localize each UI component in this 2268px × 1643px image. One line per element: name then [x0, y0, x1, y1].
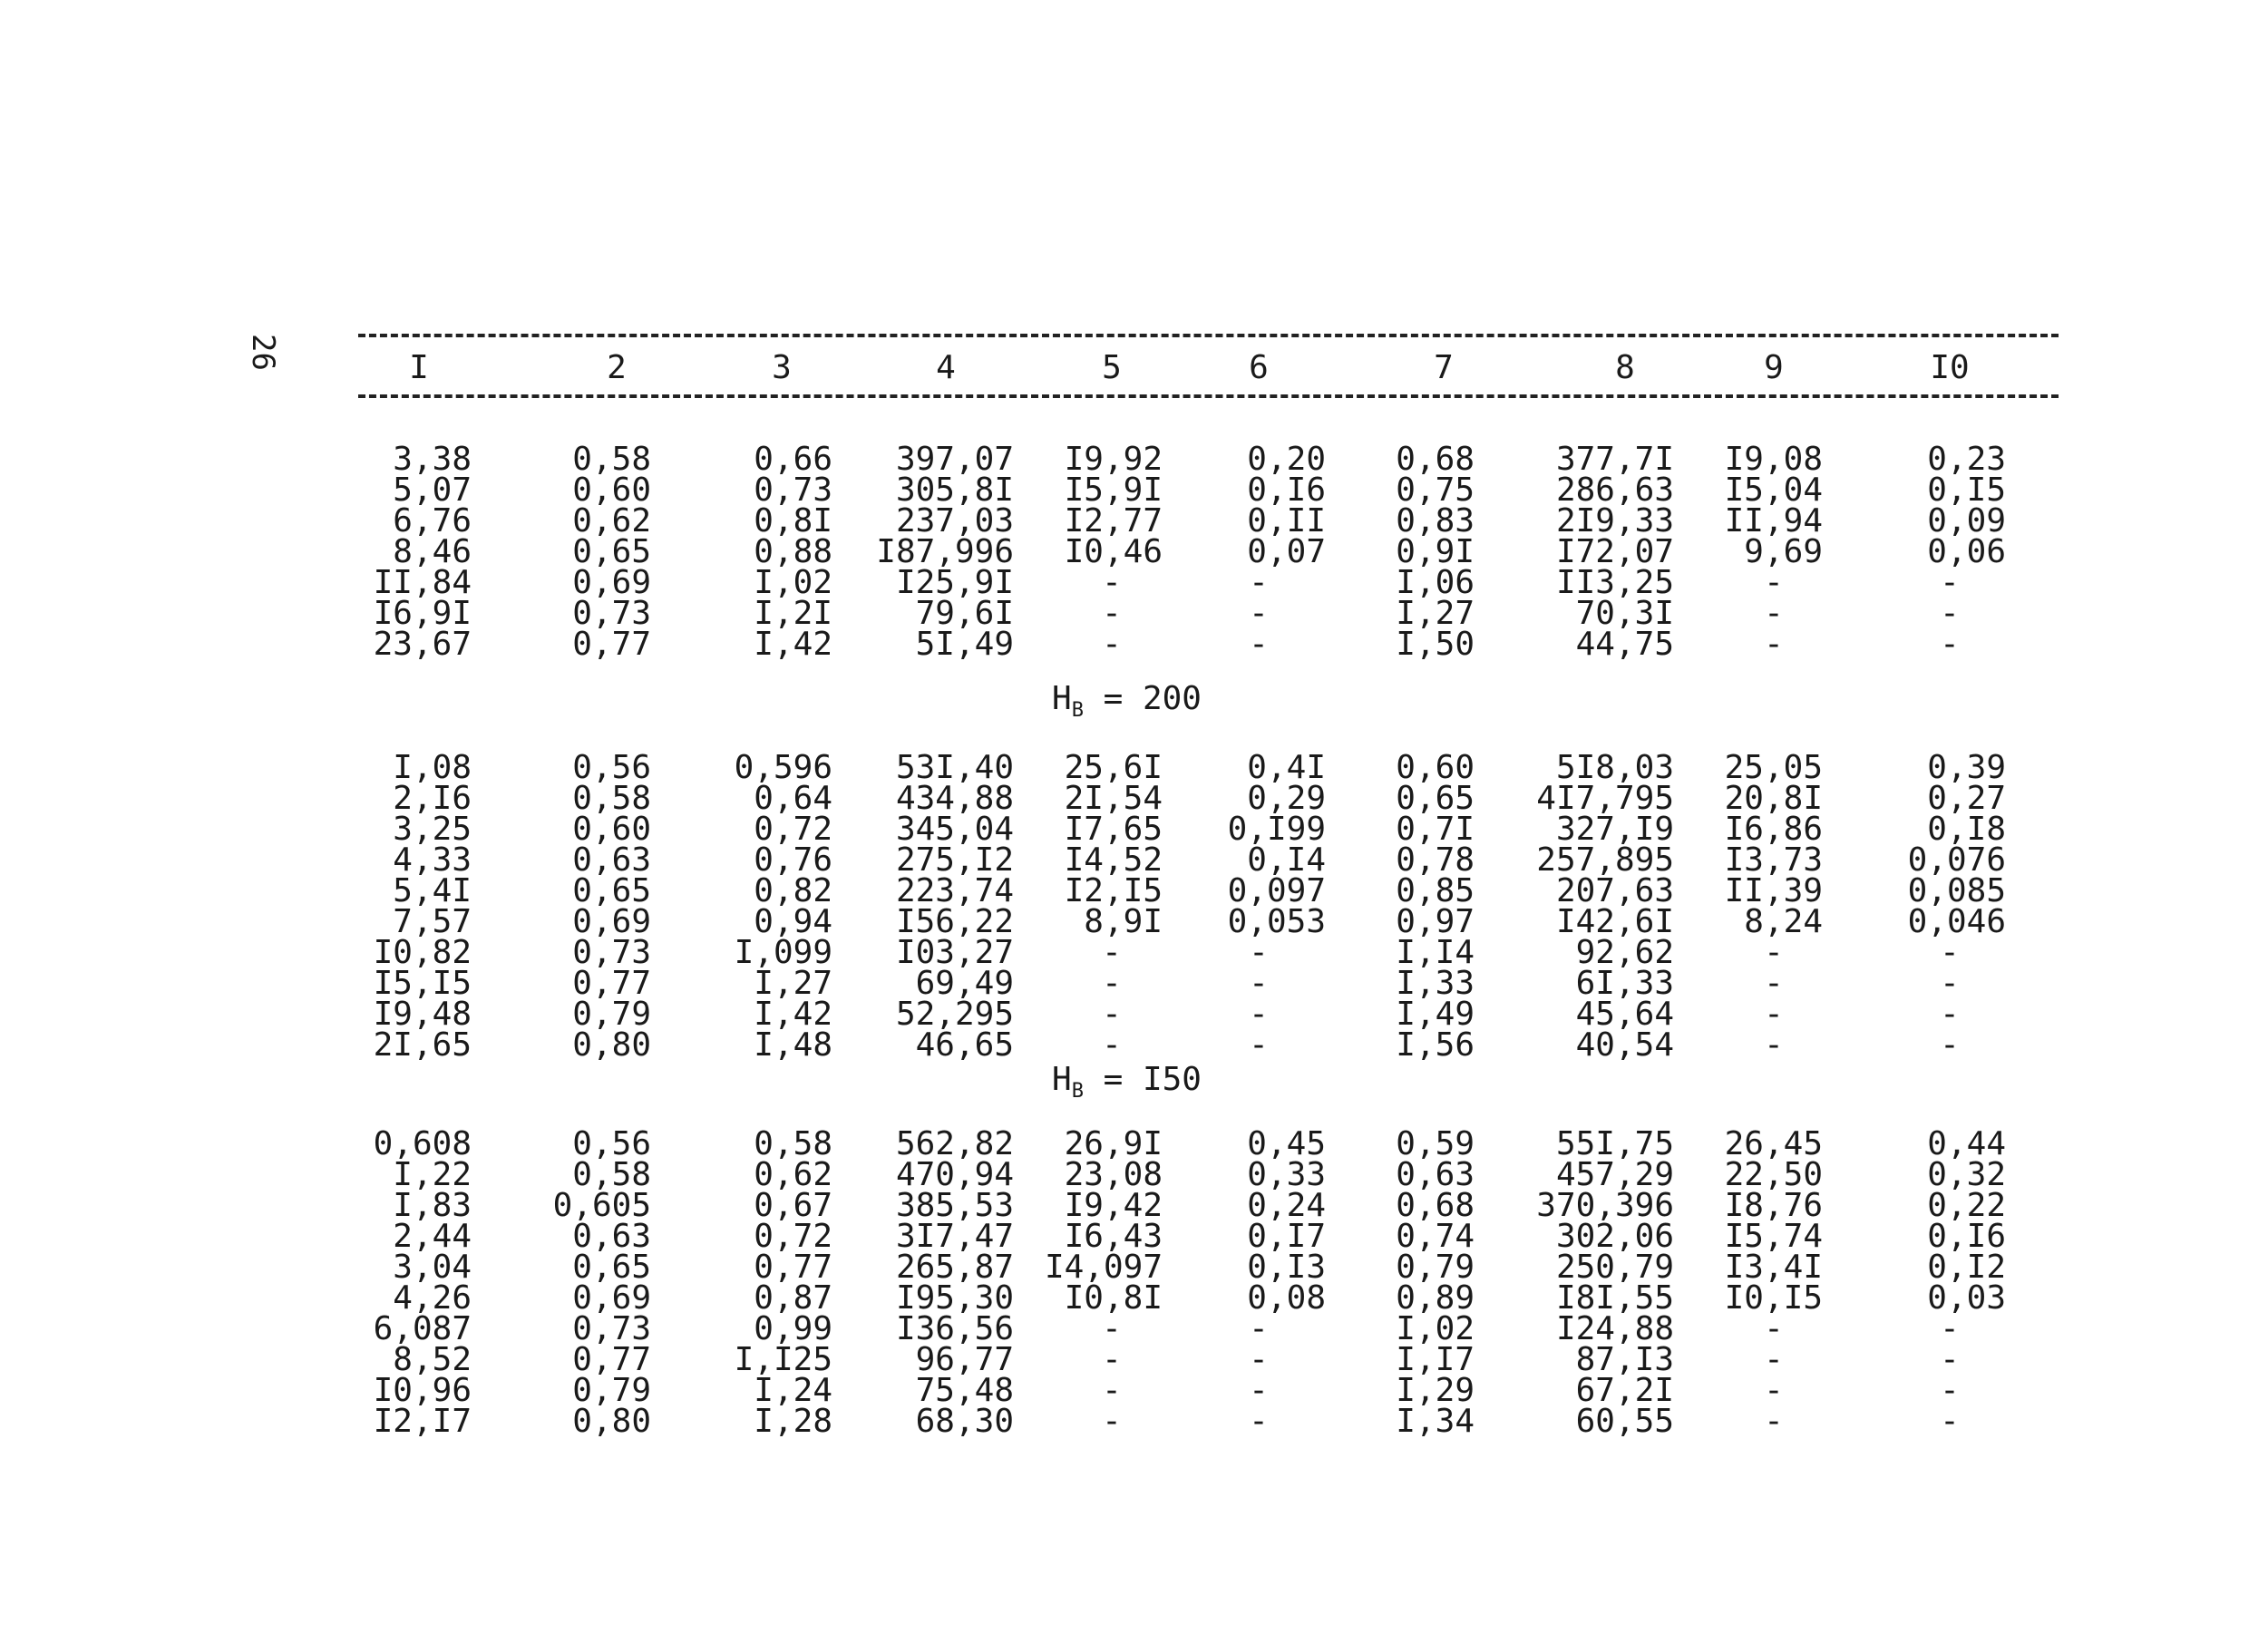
column-header: I0	[1930, 349, 1970, 386]
table-cell: 2I9,33	[1555, 502, 1674, 540]
table-cell: 0,69	[572, 903, 651, 940]
table-cell: 44,75	[1575, 626, 1674, 663]
table-cell: 0,07	[1247, 533, 1326, 570]
table-cell: 0,68	[1396, 441, 1475, 478]
table-cell: I,27	[754, 965, 832, 1002]
table-cell: -	[1102, 934, 1122, 971]
table-cell: 0,076	[1907, 841, 2006, 879]
column-header: 6	[1249, 349, 1269, 386]
table-cell: 0,29	[1247, 780, 1326, 817]
table-cell: 4I7,795	[1536, 780, 1674, 817]
table-cell: -	[1940, 1026, 1960, 1064]
table-cell: -	[1940, 595, 1960, 632]
table-cell: 0,09	[1927, 502, 2006, 540]
page-number: 26	[245, 334, 281, 371]
table-cell: -	[1764, 1026, 1784, 1064]
table-cell: -	[1102, 965, 1122, 1002]
table-cell: I7,65	[1064, 811, 1163, 848]
table-cell: 0,62	[754, 1156, 832, 1193]
table-cell: 0,9I	[1396, 533, 1475, 570]
table-cell: I,02	[1396, 1310, 1475, 1347]
table-cell: I0,46	[1064, 533, 1163, 570]
table-cell: I5,74	[1724, 1218, 1823, 1255]
table-cell: I2,77	[1064, 502, 1163, 540]
table-cell: 0,58	[754, 1125, 832, 1162]
section-label	[1052, 1061, 1202, 1103]
table-cell: -	[1102, 564, 1122, 601]
table-cell: 45,64	[1575, 996, 1674, 1033]
table-cell: 0,73	[572, 595, 651, 632]
table-cell: 60,55	[1575, 1403, 1674, 1440]
section-label-subscript: B	[1071, 699, 1084, 723]
table-cell: 0,44	[1927, 1125, 2006, 1162]
table-cell: 4,26	[393, 1279, 472, 1317]
table-cell: 0,03	[1927, 1279, 2006, 1317]
table-cell: I8,76	[1724, 1187, 1823, 1224]
table-cell: 5I,49	[915, 626, 1014, 663]
table-cell: I,49	[1396, 996, 1475, 1033]
table-cell: 0,79	[572, 996, 651, 1033]
table-cell: I42,6I	[1555, 903, 1674, 940]
table-cell: I,34	[1396, 1403, 1475, 1440]
table-cell: 434,88	[895, 780, 1014, 817]
column-header: 7	[1434, 349, 1454, 386]
table-cell: I,28	[754, 1403, 832, 1440]
table-cell: 25,05	[1724, 749, 1823, 786]
table-cell: I0,8I	[1064, 1279, 1163, 1317]
table-cell: I5,04	[1724, 472, 1823, 509]
table-cell: 0,053	[1227, 903, 1326, 940]
table-cell: I25,9I	[895, 564, 1014, 601]
table-cell: 40,54	[1575, 1026, 1674, 1064]
table-cell: 0,73	[572, 934, 651, 971]
table-cell: I9,48	[373, 996, 472, 1033]
table-cell: -	[1940, 1403, 1960, 1440]
table-cell: 0,7I	[1396, 811, 1475, 848]
table-cell: 0,94	[754, 903, 832, 940]
table-cell: 0,77	[754, 1249, 832, 1286]
table-cell: 0,97	[1396, 903, 1475, 940]
table-cell: -	[1940, 1310, 1960, 1347]
table-cell: -	[1249, 934, 1269, 971]
table-cell: -	[1764, 1403, 1784, 1440]
table-cell: -	[1940, 996, 1960, 1033]
table-cell: I,56	[1396, 1026, 1475, 1064]
table-cell: -	[1764, 934, 1784, 971]
table-cell: 3,25	[393, 811, 472, 848]
table-cell: I8I,55	[1555, 1279, 1674, 1317]
table-cell: 0,59	[1396, 1125, 1475, 1162]
table-cell: -	[1940, 934, 1960, 971]
table-cell: 0,75	[1396, 472, 1475, 509]
section-label-symbol: H	[1052, 1061, 1072, 1098]
column-header: 5	[1102, 349, 1122, 386]
table-cell: 22,50	[1724, 1156, 1823, 1193]
table-cell: 52,295	[895, 996, 1014, 1033]
table-cell: 0,60	[572, 472, 651, 509]
table-cell: 3,38	[393, 441, 472, 478]
table-cell: I,29	[1396, 1372, 1475, 1409]
table-cell: 257,895	[1536, 841, 1674, 879]
table-cell: -	[1102, 996, 1122, 1033]
table-cell: 0,I99	[1227, 811, 1326, 848]
table-cell: 0,87	[754, 1279, 832, 1317]
table-cell: 0,99	[754, 1310, 832, 1347]
table-cell: 0,I7	[1247, 1218, 1326, 1255]
column-header: I	[409, 349, 429, 386]
table-cell: 0,69	[572, 564, 651, 601]
table-cell: 0,4I	[1247, 749, 1326, 786]
table-cell: 8,24	[1744, 903, 1823, 940]
table-cell: I5,9I	[1064, 472, 1163, 509]
table-cell: 0,79	[1396, 1249, 1475, 1286]
table-cell: I,42	[754, 996, 832, 1033]
table-cell: I,22	[393, 1156, 472, 1193]
table-cell: 0,67	[754, 1187, 832, 1224]
table-cell: I,06	[1396, 564, 1475, 601]
table-cell: 0,82	[754, 872, 832, 909]
column-header: 4	[936, 349, 956, 386]
table-cell: 70,3I	[1575, 595, 1674, 632]
table-cell: I,I25	[734, 1341, 832, 1378]
table-cell: 0,74	[1396, 1218, 1475, 1255]
table-cell: I3,73	[1724, 841, 1823, 879]
column-header: 2	[607, 349, 627, 386]
table-cell: 2,44	[393, 1218, 472, 1255]
table-cell: I2,I7	[373, 1403, 472, 1440]
table-cell: 0,68	[1396, 1187, 1475, 1224]
table-cell: I,2I	[754, 595, 832, 632]
table-cell: 3I7,47	[895, 1218, 1014, 1255]
table-cell: 470,94	[895, 1156, 1014, 1193]
table-cell: 0,33	[1247, 1156, 1326, 1193]
table-cell: -	[1764, 965, 1784, 1002]
table-top-rule	[358, 334, 2059, 337]
table-cell: 0,046	[1907, 903, 2006, 940]
table-cell: 0,72	[754, 1218, 832, 1255]
table-cell: -	[1102, 1372, 1122, 1409]
table-header-rule	[358, 394, 2059, 398]
table-cell: 0,80	[572, 1026, 651, 1064]
table-cell: I9,42	[1064, 1187, 1163, 1224]
table-cell: 8,9I	[1084, 903, 1163, 940]
table-cell: 25,6I	[1064, 749, 1163, 786]
table-cell: 286,63	[1555, 472, 1674, 509]
table-cell: 302,06	[1555, 1218, 1674, 1255]
table-cell: 0,20	[1247, 441, 1326, 478]
table-cell: 0,58	[572, 780, 651, 817]
section-label-value: = I50	[1083, 1061, 1202, 1098]
table-cell: 0,608	[373, 1125, 472, 1162]
table-cell: I5,I5	[373, 965, 472, 1002]
table-cell: 0,63	[572, 1218, 651, 1255]
table-cell: 0,I3	[1247, 1249, 1326, 1286]
table-cell: -	[1249, 595, 1269, 632]
table-cell: I24,88	[1555, 1310, 1674, 1347]
table-cell: 3,04	[393, 1249, 472, 1286]
table-cell: 0,097	[1227, 872, 1326, 909]
table-cell: I6,43	[1064, 1218, 1163, 1255]
table-cell: I3,4I	[1724, 1249, 1823, 1286]
table-cell: 0,I6	[1247, 472, 1326, 509]
table-cell: 0,66	[754, 441, 832, 478]
table-cell: 0,56	[572, 1125, 651, 1162]
table-cell: I6,9I	[373, 595, 472, 632]
table-cell: I0,96	[373, 1372, 472, 1409]
table-cell: 0,73	[754, 472, 832, 509]
table-cell: 0,63	[1396, 1156, 1475, 1193]
table-cell: 0,56	[572, 749, 651, 786]
table-cell: 0,80	[572, 1403, 651, 1440]
table-cell: II,84	[373, 564, 472, 601]
table-cell: 26,9I	[1064, 1125, 1163, 1162]
table-cell: I,50	[1396, 626, 1475, 663]
table-cell: 26,45	[1724, 1125, 1823, 1162]
table-cell: 6,76	[393, 502, 472, 540]
table-cell: 0,65	[1396, 780, 1475, 817]
table-cell: 207,63	[1555, 872, 1674, 909]
table-cell: 0,88	[754, 533, 832, 570]
table-cell: I0,82	[373, 934, 472, 971]
table-cell: 223,74	[895, 872, 1014, 909]
table-cell: 0,II	[1247, 502, 1326, 540]
table-cell: 0,60	[572, 811, 651, 848]
table-cell: 0,72	[754, 811, 832, 848]
table-cell: I4,097	[1044, 1249, 1163, 1286]
table-cell: 23,67	[373, 626, 472, 663]
table-cell: 23,08	[1064, 1156, 1163, 1193]
table-cell: -	[1249, 965, 1269, 1002]
table-cell: I,I4	[1396, 934, 1475, 971]
table-cell: 2I,65	[373, 1026, 472, 1064]
table-cell: 87,I3	[1575, 1341, 1674, 1378]
table-cell: 370,396	[1536, 1187, 1674, 1224]
table-cell: 397,07	[895, 441, 1014, 478]
column-header: 8	[1615, 349, 1635, 386]
table-cell: 385,53	[895, 1187, 1014, 1224]
table-cell: I,08	[393, 749, 472, 786]
table-cell: 5,07	[393, 472, 472, 509]
table-cell: -	[1764, 564, 1784, 601]
table-cell: 0,73	[572, 1310, 651, 1347]
table-cell: 0,8I	[754, 502, 832, 540]
table-cell: I87,996	[876, 533, 1014, 570]
table-cell: -	[1102, 626, 1122, 663]
table-cell: 305,8I	[895, 472, 1014, 509]
table-cell: I36,56	[895, 1310, 1014, 1347]
table-cell: 0,58	[572, 441, 651, 478]
table-cell: 0,596	[734, 749, 832, 786]
section-label-symbol: H	[1052, 680, 1072, 717]
table-cell: -	[1764, 595, 1784, 632]
table-cell: 0,22	[1927, 1187, 2006, 1224]
table-cell: 250,79	[1555, 1249, 1674, 1286]
table-cell: 237,03	[895, 502, 1014, 540]
table-cell: 2,I6	[393, 780, 472, 817]
table-cell: I2,I5	[1064, 872, 1163, 909]
table-cell: II,39	[1724, 872, 1823, 909]
table-cell: I,02	[754, 564, 832, 601]
table-cell: 55I,75	[1555, 1125, 1674, 1162]
table-cell: 0,58	[572, 1156, 651, 1193]
table-cell: 5I8,03	[1555, 749, 1674, 786]
table-cell: 0,I5	[1927, 472, 2006, 509]
table-cell: I72,07	[1555, 533, 1674, 570]
table-cell: 0,76	[754, 841, 832, 879]
table-cell: 0,085	[1907, 872, 2006, 909]
table-cell: -	[1249, 1341, 1269, 1378]
table-cell: -	[1102, 1026, 1122, 1064]
table-cell: I0,I5	[1724, 1279, 1823, 1317]
table-cell: 96,77	[915, 1341, 1014, 1378]
table-cell: -	[1764, 996, 1784, 1033]
table-cell: 0,65	[572, 872, 651, 909]
table-cell: -	[1940, 965, 1960, 1002]
table-cell: I,48	[754, 1026, 832, 1064]
table-cell: 0,89	[1396, 1279, 1475, 1317]
table-cell: 0,08	[1247, 1279, 1326, 1317]
table-cell: 9,69	[1744, 533, 1823, 570]
table-cell: 0,32	[1927, 1156, 2006, 1193]
table-cell: -	[1249, 996, 1269, 1033]
table-header-row	[0, 349, 2268, 385]
table-cell: II3,25	[1555, 564, 1674, 601]
table-cell: 0,69	[572, 1279, 651, 1317]
table-cell: 377,7I	[1555, 441, 1674, 478]
table-cell: 8,52	[393, 1341, 472, 1378]
table-cell: 6,087	[373, 1310, 472, 1347]
section-label	[1052, 680, 1202, 722]
table-cell: I,27	[1396, 595, 1475, 632]
table-cell: 7,57	[393, 903, 472, 940]
table-cell: I,33	[1396, 965, 1475, 1002]
table-cell: 345,04	[895, 811, 1014, 848]
table-cell: 2I,54	[1064, 780, 1163, 817]
table-cell: 0,39	[1927, 749, 2006, 786]
table-cell: 275,I2	[895, 841, 1014, 879]
table-cell: 0,65	[572, 533, 651, 570]
table-cell: 20,8I	[1724, 780, 1823, 817]
table-cell: 0,605	[552, 1187, 651, 1224]
table-cell: -	[1764, 1310, 1784, 1347]
table-cell: -	[1102, 1341, 1122, 1378]
table-cell: 75,48	[915, 1372, 1014, 1409]
table-cell: 53I,40	[895, 749, 1014, 786]
table-cell: 0,I8	[1927, 811, 2006, 848]
table-cell: 0,85	[1396, 872, 1475, 909]
table-cell: 79,6I	[915, 595, 1014, 632]
table-cell: 562,82	[895, 1125, 1014, 1162]
table-cell: 0,62	[572, 502, 651, 540]
table-cell: -	[1249, 1026, 1269, 1064]
table-cell: I03,27	[895, 934, 1014, 971]
table-cell: -	[1102, 1403, 1122, 1440]
column-header: 9	[1764, 349, 1784, 386]
table-cell: 0,I6	[1927, 1218, 2006, 1255]
table-cell: -	[1249, 1403, 1269, 1440]
table-cell: I95,30	[895, 1279, 1014, 1317]
table-cell: 0,27	[1927, 780, 2006, 817]
table-cell: 0,I4	[1247, 841, 1326, 879]
table-cell: 5,4I	[393, 872, 472, 909]
table-cell: -	[1940, 1341, 1960, 1378]
table-cell: -	[1249, 626, 1269, 663]
table-cell: 265,87	[895, 1249, 1014, 1286]
table-cell: I,83	[393, 1187, 472, 1224]
table-cell: 0,65	[572, 1249, 651, 1286]
table-cell: -	[1764, 1341, 1784, 1378]
table-cell: -	[1249, 1372, 1269, 1409]
table-cell: 68,30	[915, 1403, 1014, 1440]
table-cell: -	[1249, 1310, 1269, 1347]
section-label-value: = 200	[1083, 680, 1202, 717]
table-cell: 67,2I	[1575, 1372, 1674, 1409]
table-cell: I,I7	[1396, 1341, 1475, 1378]
table-cell: 0,45	[1247, 1125, 1326, 1162]
table-cell: I6,86	[1724, 811, 1823, 848]
table-cell: -	[1249, 564, 1269, 601]
table-cell: 0,60	[1396, 749, 1475, 786]
table-cell: I,099	[734, 934, 832, 971]
table-cell: -	[1940, 1372, 1960, 1409]
table-cell: I,24	[754, 1372, 832, 1409]
table-cell: -	[1764, 1372, 1784, 1409]
table-cell: I4,52	[1064, 841, 1163, 879]
table-cell: -	[1102, 595, 1122, 632]
table-cell: 0,77	[572, 626, 651, 663]
table-cell: 6I,33	[1575, 965, 1674, 1002]
table-cell: 0,23	[1927, 441, 2006, 478]
table-cell: 69,49	[915, 965, 1014, 1002]
table-cell: 0,77	[572, 965, 651, 1002]
table-cell: 46,65	[915, 1026, 1014, 1064]
table-cell: 0,64	[754, 780, 832, 817]
table-cell: -	[1764, 626, 1784, 663]
table-cell: 457,29	[1555, 1156, 1674, 1193]
column-header: 3	[772, 349, 792, 386]
table-cell: 0,I2	[1927, 1249, 2006, 1286]
table-cell: 0,77	[572, 1341, 651, 1378]
table-cell: 0,24	[1247, 1187, 1326, 1224]
table-cell: -	[1940, 564, 1960, 601]
table-cell: 8,46	[393, 533, 472, 570]
table-cell: 0,06	[1927, 533, 2006, 570]
table-cell: II,94	[1724, 502, 1823, 540]
table-cell: I9,08	[1724, 441, 1823, 478]
section-label-subscript: B	[1071, 1080, 1084, 1103]
table-cell: I56,22	[895, 903, 1014, 940]
table-cell: -	[1940, 626, 1960, 663]
table-cell: I,42	[754, 626, 832, 663]
table-cell: 0,63	[572, 841, 651, 879]
table-cell: 0,83	[1396, 502, 1475, 540]
table-cell: 92,62	[1575, 934, 1674, 971]
table-cell: 0,78	[1396, 841, 1475, 879]
table-cell: 327,I9	[1555, 811, 1674, 848]
table-cell: -	[1102, 1310, 1122, 1347]
table-cell: 4,33	[393, 841, 472, 879]
table-cell: 0,79	[572, 1372, 651, 1409]
table-cell: I9,92	[1064, 441, 1163, 478]
